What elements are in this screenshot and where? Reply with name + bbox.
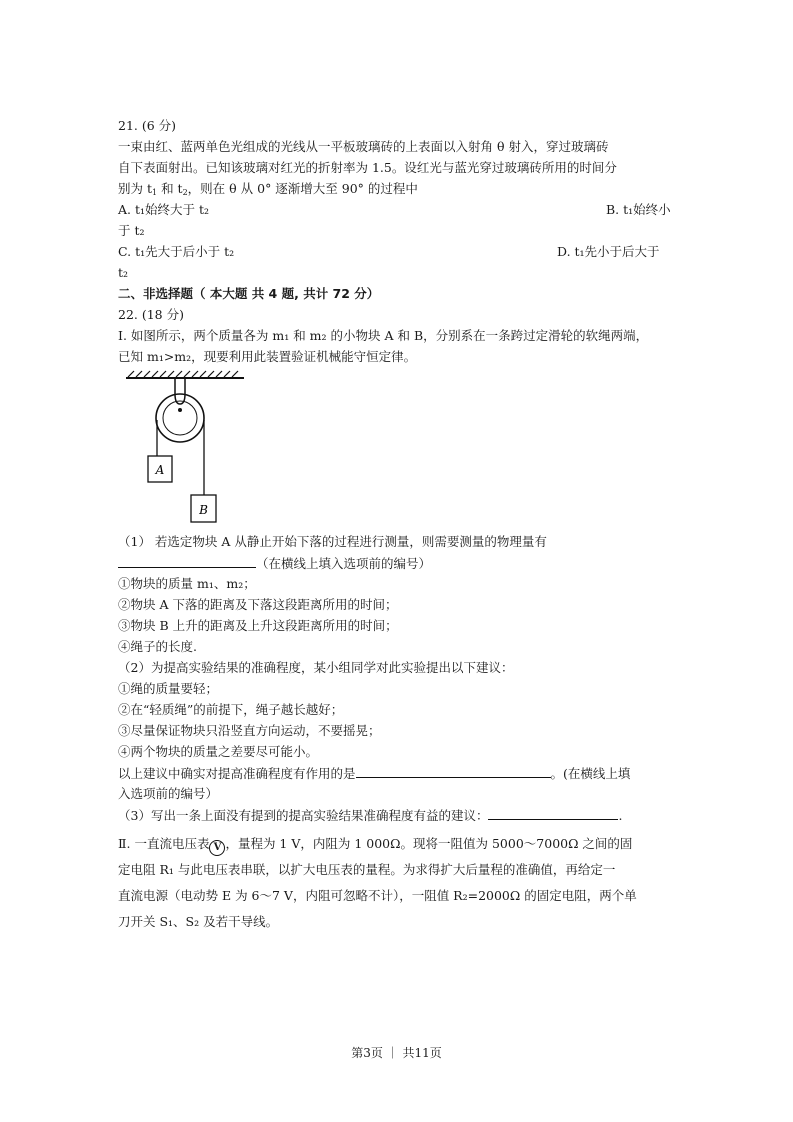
block-a-label: A [155,463,165,477]
q21-option-c: C. t₁先大于后小于 t₂ [118,244,235,259]
page-footer: 第3页 ｜ 共11页 [351,1046,442,1060]
q22-p1-opt-4: ④绳子的长度. [118,639,197,654]
q22-intro-1: Ⅰ. 如图所示，两个质量各为 m₁ 和 m₂ 的小物块 A 和 B，分别系在一条跨过定滑轮的软绳两端， [118,328,649,343]
q22-p1-opt-3: ③物块 B 上升的距离及上升这段距离所用的时间； [118,618,398,633]
q22-header: 22. (18 分) [118,307,184,322]
q22-p1-opt-2: ②物块 A 下落的距离及下落这段距离所用的时间； [118,597,398,612]
pulley-groove [163,401,197,435]
q22-p1-opt-1: ①物块的质量 m₁、m₂； [118,576,256,591]
q22-part2-line-2: 定电阻 R₁ 与此电压表串联，以扩大电压表的量程。为求得扩大后量程的准确值，再给定一 [118,862,616,877]
pulley-figure [124,370,249,526]
pulley-bracket [175,378,185,404]
q21-option-a: A. t₁始终大于 t₂ [118,202,210,217]
q22-part2-line-3: 直流电源（电动势 E 为 6～7 V，内阻可忽略不计），一阻值 R₂=2000Ω 的固定电阻，两个单 [118,888,637,903]
block-b-label: B [199,503,208,517]
q22-part2-line-1: Ⅱ. 一直流电压表 V ，量程为 1 V，内阻为 1 000Ω。现将一阻值为 5000～7000Ω 之间的固 [118,836,632,856]
q22-p2-opt-2: ②在“轻质绳”的前提下，绳子越长越好； [118,702,344,717]
q21-header: 21. (6 分) [118,118,177,133]
q22-p2-opt-4: ④两个物块的质量之差要尽可能小。 [118,744,319,759]
q22-p2-ask-2: 入选项前的编号） [118,786,219,801]
q22-p3-line: （3）写出一条上面没有提到的提高实验结果准确程度有益的建议： . [118,808,623,823]
q22-intro-2: 已知 m₁>m₂，现要利用此装置验证机械能守恒定律。 [118,349,417,364]
q21-option-d: D. t₁先小于后大于 [557,244,660,259]
q21-line-3: 别为 $t_1$ 和 $t_2$，则在 θ 从 0° 逐渐增大至 90° 的过程中 [118,181,418,197]
q21-line-2: 自下表面射出。已知该玻璃对红光的折射率为 1.5。设红光与蓝光穿过玻璃砖所用的时间分 [118,160,617,175]
q22-p2-line: （2）为提高实验结果的准确程度，某小组同学对此实验提出以下建议： [118,660,514,675]
answer-blank-3[interactable] [488,807,618,820]
q21-option-d-cont: t₂ [118,265,129,280]
section-title: 二、非选择题（ 本大题 共 4 题, 共计 72 分） [118,286,380,301]
q22-p2-opt-3: ③尽量保证物块只沿竖直方向运动，不要摇晃； [118,723,381,738]
ceiling-hatching [128,371,238,377]
answer-blank-1[interactable] [118,555,256,568]
pulley-axle [178,408,182,412]
answer-blank-2[interactable] [356,765,551,778]
q22-p1-line-1: （1） 若选定物块 A 从静止开始下落的过程进行测量，则需要测量的物理量有 [118,534,547,549]
q22-part2-line-4: 刀开关 S₁、S₂ 及若干导线。 [118,914,279,929]
q22-p2-opt-1: ①绳的质量要轻； [118,681,219,696]
q21-option-b-cont: 于 t₂ [118,223,145,238]
q22-p1-line-2: （在横线上填入选项前的编号） [118,555,431,572]
q21-line-1: 一束由红、蓝两单色光组成的光线从一平板玻璃砖的上表面以入射角 θ 射入，穿过玻璃砖 [118,139,609,154]
voltmeter-icon: V [209,840,225,856]
q21-option-b: B. t₁始终小 [606,202,671,217]
q22-p2-ask-1: 以上建议中确实对提高准确程度有作用的是 。(在横线上填 [118,766,631,781]
